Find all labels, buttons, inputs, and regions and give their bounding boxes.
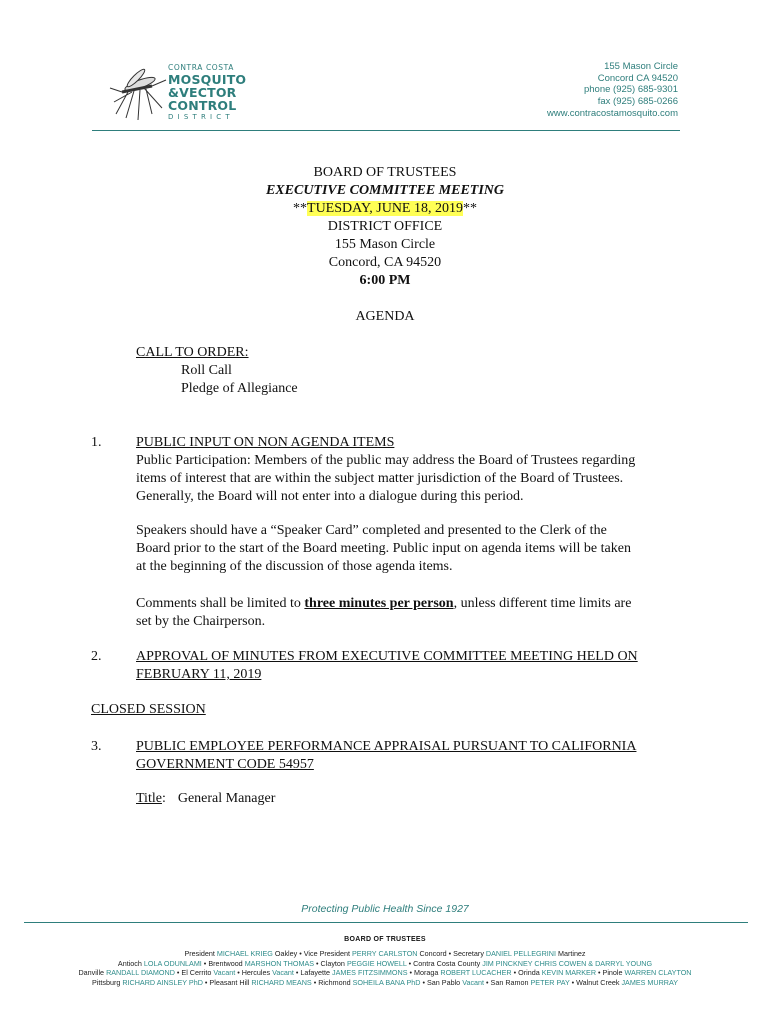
title-value: General Manager bbox=[177, 791, 276, 806]
trustee-city: Martinez bbox=[555, 949, 586, 958]
trustee-name: DANIEL PELLEGRINI bbox=[485, 949, 556, 958]
trustee-name: SOHEILA BANA PhD bbox=[352, 977, 421, 987]
address-city: Concord CA 94520 bbox=[597, 72, 678, 84]
trustee-name: Vacant bbox=[462, 977, 485, 987]
item-1-paragraph-1: Public Participation: Members of the public may address the Board of Trustees regarding items of interest that are within the subject matter jurisdiction of the Board of Trustees. Generally, the Board will not enter into a dialogue during this period. bbox=[136, 453, 636, 504]
trustee-name: Vacant bbox=[213, 968, 236, 978]
trustee-name: RICHARD AINSLEY PhD bbox=[122, 977, 203, 987]
item-3-title-line: Title: General Manager bbox=[136, 791, 276, 806]
trustee-city: Concord • Secretary bbox=[417, 949, 486, 958]
trustee-city: • San Pablo bbox=[420, 977, 463, 987]
address-street: 155 Mason Circle bbox=[604, 61, 678, 72]
trustee-name: LOLA ODUNLAMI bbox=[143, 958, 202, 968]
logo-line-contra-costa: CONTRA COSTA bbox=[168, 63, 234, 72]
trustee-name: PERRY CARLSTON bbox=[351, 949, 418, 958]
address-phone: phone (925) 685-9301 bbox=[583, 84, 678, 96]
trustee-city: • Moraga bbox=[407, 968, 441, 978]
trustee-city: • Brentwood bbox=[201, 958, 245, 968]
trustee-name: RANDALL DIAMOND bbox=[106, 968, 175, 978]
logo-line-mosquito: MOSQUITO bbox=[168, 72, 247, 87]
footer-divider bbox=[24, 922, 748, 923]
trustee-line-3 bbox=[0, 968, 770, 978]
trustee-city: • Walnut Creek bbox=[569, 977, 622, 987]
trustee-city: • Clayton bbox=[314, 958, 347, 968]
board-title: BOARD OF TRUSTEES bbox=[313, 165, 457, 180]
agenda-heading: AGENDA bbox=[355, 309, 415, 324]
trustee-name: Vacant bbox=[272, 968, 294, 978]
trustee-name: RICHARD MEANS bbox=[251, 977, 312, 987]
item-1-paragraph-2: Speakers should have a “Speaker Card” completed and presented to the Clerk of the Board prior to the start of the Board meeting. Public input on agenda items will be taken at the beginning of the discussion of those agenda items. bbox=[136, 523, 631, 574]
trustee-name: PEGGIE HOWELL bbox=[346, 958, 407, 968]
footer-board-heading: BOARD OF TRUSTEES bbox=[344, 936, 426, 943]
trustee-line-1 bbox=[0, 949, 770, 959]
trustee-city: • Lafayette bbox=[293, 968, 333, 978]
item-1-number: 1. bbox=[91, 435, 102, 450]
logo-line-district: DISTRICT bbox=[168, 113, 234, 121]
trustee-name: MICHAEL KRIEG bbox=[216, 949, 273, 958]
trustee-city: Antioch bbox=[117, 958, 144, 968]
footer-trustee-list bbox=[0, 949, 770, 987]
item-3-number: 3. bbox=[91, 739, 102, 754]
trustee-name: JIM PINCKNEY CHRIS COWEN & DARRYL YOUNG bbox=[482, 958, 653, 968]
trustee-name: WARREN CLAYTON bbox=[624, 968, 692, 978]
address-website[interactable]: www.contracostamosquito.com bbox=[547, 107, 678, 119]
district-logo bbox=[108, 60, 247, 126]
trustee-city: • Pleasant Hill bbox=[202, 977, 252, 987]
time-limit-emphasis: three minutes per person bbox=[304, 596, 454, 611]
trustee-line-2 bbox=[0, 959, 770, 969]
roll-call-item: Roll Call bbox=[181, 363, 232, 378]
logo-line-vector: &VECTOR bbox=[168, 85, 237, 100]
meeting-street: 155 Mason Circle bbox=[334, 237, 436, 252]
meeting-location: DISTRICT OFFICE bbox=[327, 219, 443, 234]
trustee-city: • Orinda bbox=[511, 968, 542, 978]
title-label: Title bbox=[136, 791, 162, 806]
footer-tagline: Protecting Public Health Since 1927 bbox=[301, 903, 469, 915]
item-2-heading: APPROVAL OF MINUTES FROM EXECUTIVE COMMITTEE MEETING HELD ON FEBRUARY 11, 2019 bbox=[136, 649, 638, 682]
trustee-name: JAMES MURRAY bbox=[621, 977, 679, 987]
highlighted-date: TUESDAY, JUNE 18, 2019 bbox=[307, 201, 463, 216]
meeting-title-block bbox=[0, 164, 770, 326]
meeting-date: **TUESDAY, JUNE 18, 2019** bbox=[293, 201, 477, 216]
item-3-heading: PUBLIC EMPLOYEE PERFORMANCE APPRAISAL PURSUANT TO CALIFORNIA GOVERNMENT CODE 54957 bbox=[136, 739, 637, 772]
closed-session-heading: CLOSED SESSION bbox=[91, 702, 206, 717]
trustee-city: • Contra Costa County bbox=[406, 958, 483, 968]
trustee-city: Danville bbox=[78, 968, 107, 978]
trustee-name: KEVIN MARKER bbox=[541, 968, 597, 978]
trustee-city: Pittsburg bbox=[91, 977, 123, 987]
trustee-name: JAMES FITZSIMMONS bbox=[332, 968, 408, 978]
address-fax: fax (925) 685-0266 bbox=[597, 96, 678, 108]
meeting-name: EXECUTIVE COMMITTEE MEETING bbox=[265, 183, 505, 198]
trustee-city: President bbox=[184, 949, 217, 958]
trustee-city: • El Cerrito bbox=[174, 968, 214, 978]
meeting-city: Concord, CA 94520 bbox=[328, 255, 442, 270]
item-1-heading: PUBLIC INPUT ON NON AGENDA ITEMS bbox=[136, 435, 395, 450]
letterhead-address bbox=[547, 61, 678, 120]
trustee-city: • Richmond bbox=[311, 977, 353, 987]
trustee-name: MARSHON THOMAS bbox=[244, 958, 315, 968]
trustee-city: Oakley • Vice President bbox=[272, 949, 352, 958]
trustee-city: • San Ramon bbox=[484, 977, 531, 987]
letterhead-divider bbox=[92, 130, 680, 131]
call-to-order-heading: CALL TO ORDER: bbox=[136, 345, 249, 360]
trustee-city: • Hercules bbox=[235, 968, 273, 978]
trustee-name: PETER PAY bbox=[530, 977, 570, 987]
logo-line-control: CONTROL bbox=[168, 98, 237, 113]
meeting-time: 6:00 PM bbox=[359, 273, 411, 288]
trustee-city: • Pinole bbox=[596, 968, 625, 978]
item-2-number: 2. bbox=[91, 649, 102, 664]
trustee-name: ROBERT LUCACHER bbox=[440, 968, 512, 978]
item-1-paragraph-3: Comments shall be limited to three minutes per person, unless different time limits are set by the Chairperson. bbox=[136, 596, 632, 629]
mosquito-icon bbox=[108, 62, 170, 124]
trustee-line-4 bbox=[0, 978, 770, 988]
pledge-item: Pledge of Allegiance bbox=[181, 381, 298, 396]
